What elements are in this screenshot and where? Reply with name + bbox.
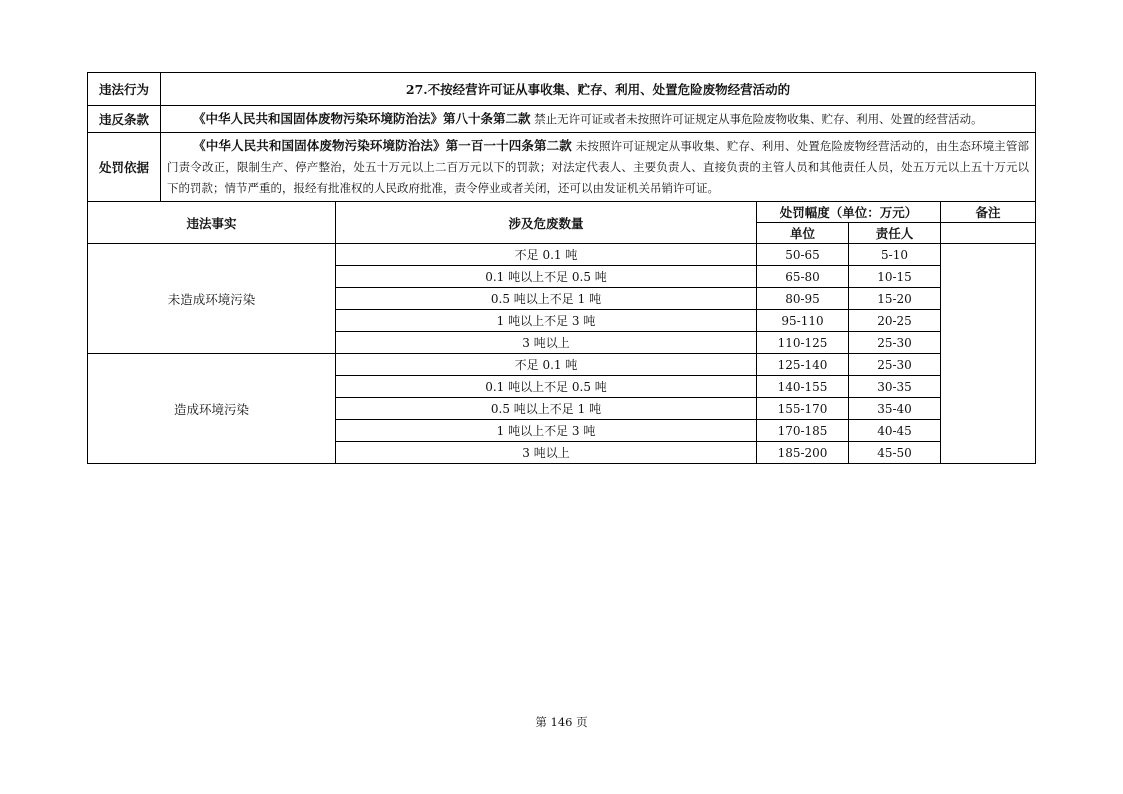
page-number: 第 146 页 — [535, 715, 588, 729]
table-row — [88, 354, 1036, 376]
header-responsible: 责任人 — [849, 223, 941, 244]
responsible-fine-cell: 45-50 — [849, 442, 941, 464]
header-penalty-range: 处罚幅度（单位：万元） — [757, 202, 941, 223]
penalty-basis-text: 未按照许可证规定从事收集、贮存、利用、处置危险废物经营活动的，由生态环境主管部门责令改正，限制生产、停产整治，处五十万元以上二百万元以下的罚款；对法定代表人、主要负责人、直接负责的主管人员和其他责任人员，处五万元以上五十万元以下的罚款；情节严重的，报经有批准权的人民政府批准，责令停业或者关闭，还可以由发证机关吊销许可证。 — [167, 139, 1030, 195]
header-remark: 备注 — [941, 202, 1036, 223]
quantity-cell: 3 吨以上 — [336, 442, 757, 464]
quantity-cell: 1 吨以上不足 3 吨 — [336, 310, 757, 332]
quantity-cell: 不足 0.1 吨 — [336, 244, 757, 266]
penalty-standard-sheet — [87, 72, 1035, 464]
quantity-cell: 1 吨以上不足 3 吨 — [336, 420, 757, 442]
violated-clause-row — [88, 106, 1036, 133]
unit-fine-cell: 140-155 — [757, 376, 849, 398]
violated-clause-label: 违反条款 — [88, 106, 161, 133]
penalty-basis-cell — [161, 133, 1036, 202]
quantity-cell: 0.5 吨以上不足 1 吨 — [336, 398, 757, 420]
quantity-cell: 0.1 吨以上不足 0.5 吨 — [336, 376, 757, 398]
unit-fine-cell: 125-140 — [757, 354, 849, 376]
responsible-fine-cell: 35-40 — [849, 398, 941, 420]
unit-fine-cell: 110-125 — [757, 332, 849, 354]
quantity-cell: 3 吨以上 — [336, 332, 757, 354]
responsible-fine-cell: 10-15 — [849, 266, 941, 288]
responsible-fine-cell: 25-30 — [849, 354, 941, 376]
remark-cell — [941, 244, 1036, 464]
behavior-row — [88, 73, 1036, 106]
unit-fine-cell: 50-65 — [757, 244, 849, 266]
group-label: 未造成环境污染 — [88, 244, 336, 354]
header-unit: 单位 — [757, 223, 849, 244]
header-info-table — [87, 72, 1036, 202]
unit-fine-cell: 170-185 — [757, 420, 849, 442]
quantity-cell: 0.1 吨以上不足 0.5 吨 — [336, 266, 757, 288]
group-label: 造成环境污染 — [88, 354, 336, 464]
unit-fine-cell: 185-200 — [757, 442, 849, 464]
table-row — [88, 244, 1036, 266]
responsible-fine-cell: 20-25 — [849, 310, 941, 332]
quantity-cell: 0.5 吨以上不足 1 吨 — [336, 288, 757, 310]
penalty-range-table — [87, 201, 1036, 464]
responsible-fine-cell: 15-20 — [849, 288, 941, 310]
unit-fine-cell: 80-95 — [757, 288, 849, 310]
basis-law-ref: 《中华人民共和国固体废物污染环境防治法》第一百一十四条第二款 — [193, 138, 572, 153]
behavior-title: 27.不按经营许可证从事收集、贮存、利用、处置危险废物经营活动的 — [161, 73, 1036, 106]
penalty-basis-row — [88, 133, 1036, 202]
quantity-cell: 不足 0.1 吨 — [336, 354, 757, 376]
unit-fine-cell: 65-80 — [757, 266, 849, 288]
behavior-label: 违法行为 — [88, 73, 161, 106]
responsible-fine-cell: 25-30 — [849, 332, 941, 354]
violated-clause-text: 禁止无许可证或者未按照许可证规定从事危险废物收集、贮存、利用、处置的经营活动。 — [534, 112, 983, 126]
header-remark-blank — [941, 223, 1036, 244]
violated-clause-cell — [161, 106, 1036, 133]
responsible-fine-cell: 30-35 — [849, 376, 941, 398]
unit-fine-cell: 95-110 — [757, 310, 849, 332]
header-fact: 违法事实 — [88, 202, 336, 244]
table-header-row — [88, 202, 1036, 223]
unit-fine-cell: 155-170 — [757, 398, 849, 420]
responsible-fine-cell: 40-45 — [849, 420, 941, 442]
header-quantity: 涉及危废数量 — [336, 202, 757, 244]
violated-law-ref: 《中华人民共和国固体废物污染环境防治法》第八十条第二款 — [193, 111, 531, 126]
responsible-fine-cell: 5-10 — [849, 244, 941, 266]
penalty-basis-label: 处罚依据 — [88, 133, 161, 202]
